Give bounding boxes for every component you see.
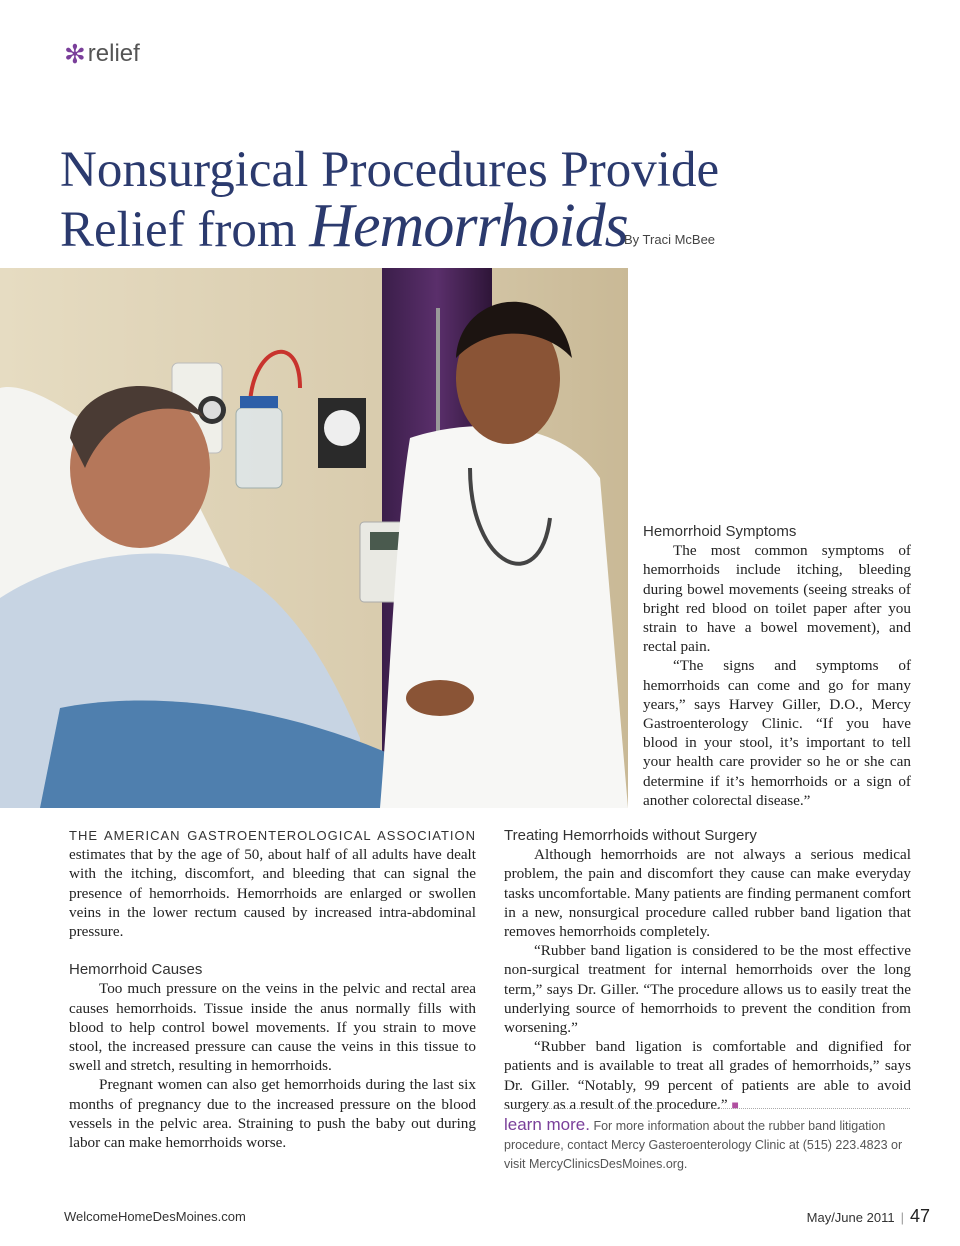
footer-site: WelcomeHomeDesMoines.com (64, 1209, 246, 1224)
page-number: 47 (909, 1206, 930, 1226)
symptoms-paragraph-1: The most common symptoms of hemorrhoids include itching, bleeding during bowel movements (seeing streaks of bright red blood on toilet paper after you strain to have a bowel movement), and rectal pain. (643, 542, 911, 656)
treating-paragraph-2: “Rubber band ligation is considered to be the most effective non-surgical treatment for internal hemorrhoids over the long term,” says Dr. Giller. “The procedure allows us to easily treat the underlying source of hemorrhoids to prevent the condition from worsening.” (504, 942, 911, 1037)
treating-paragraph-1: Although hemorrhoids are not always a serious medical problem, the pain and discomfort they cause can make everyday tasks uncomfortable. Many patients are finding permanent comfort in a new, nonsurgical procedure called rubber band ligation that removes hemorrhoids completely. (504, 846, 911, 941)
footer-issue: May/June 2011 (806, 1210, 895, 1225)
symptoms-paragraph-2: “The signs and symptoms of hemorrhoids can come and go for many years,” says Harvey Giller, D.O., Mercy Gastroenterology Clinic. “If you have blood in your stool, it’s important to tell your health care provider so he or she can determine if it’s hemorrhoids or a sign of another colorectal disease.” (643, 657, 911, 809)
hospital-photo (0, 268, 628, 808)
footer-issue-info (807, 1206, 930, 1227)
headline-emphasis: Hemorrhoids (309, 192, 628, 260)
asterisk-icon: ✻ (64, 39, 86, 69)
learn-more-label: learn more. (504, 1115, 590, 1134)
end-mark-icon: ■ (731, 1097, 739, 1112)
headline-line1: Nonsurgical Procedures Provide (60, 142, 720, 198)
intro-lead: THE AMERICAN GASTROENTEROLOGICAL ASSOCIATION (69, 828, 476, 843)
footer-separator: | (900, 1210, 904, 1225)
treating-paragraph-3-text: “Rubber band ligation is comfortable and dignified for patients and is available to treat all grades of hemorrhoids,” says Dr. Giller. “Notably, 99 percent of patients are able to avoid surgery as a result of the procedure.” (504, 1038, 911, 1113)
intro-paragraph (69, 826, 476, 941)
symptoms-heading: Hemorrhoid Symptoms (643, 523, 797, 540)
causes-heading: Hemorrhoid Causes (69, 961, 203, 979)
section-label: relief (87, 40, 140, 67)
headline-line2-pre: Relief from (60, 202, 297, 258)
treating-heading: Treating Hemorrhoids without Surgery (504, 827, 757, 844)
learn-more-text: For more information about the rubber band litigation procedure, contact Mercy Gasteroenterology Clinic at (515) 223.4823 or visit MercyClinicsDesMoines.org. (504, 1119, 903, 1171)
right-column (504, 826, 911, 1115)
learn-more-box (504, 1108, 910, 1174)
left-column (69, 826, 476, 1152)
intro-text: estimates that by the age of 50, about half of all adults have dealt with the itching, discomfort, and bleeding that can signal the presence of hemorrhoids. Hemorrhoids are enlarged or swollen veins in the lower rectum caused by increased intra-abdominal pressure. (69, 846, 476, 941)
symptoms-section (643, 522, 911, 810)
causes-paragraph-1: Too much pressure on the veins in the pelvic and rectal area causes hemorrhoids. Tissue inside the anus normally fills with blood to help control bowel movements. If you strain to move stool, the increased pressure can cause the veins in this tissue to swell and stretch, resulting in hemorrhoids. (69, 980, 476, 1075)
section-tag (64, 40, 140, 68)
byline: By Traci McBee (624, 232, 716, 247)
causes-paragraph-2: Pregnant women can also get hemorrhoids during the last six months of pregnancy due to the increased pressure on the blood vessels in the pelvic area. Straining to push the baby out during labor can make hemorrhoids worse. (69, 1076, 476, 1152)
treating-paragraph-3 (504, 1037, 911, 1115)
